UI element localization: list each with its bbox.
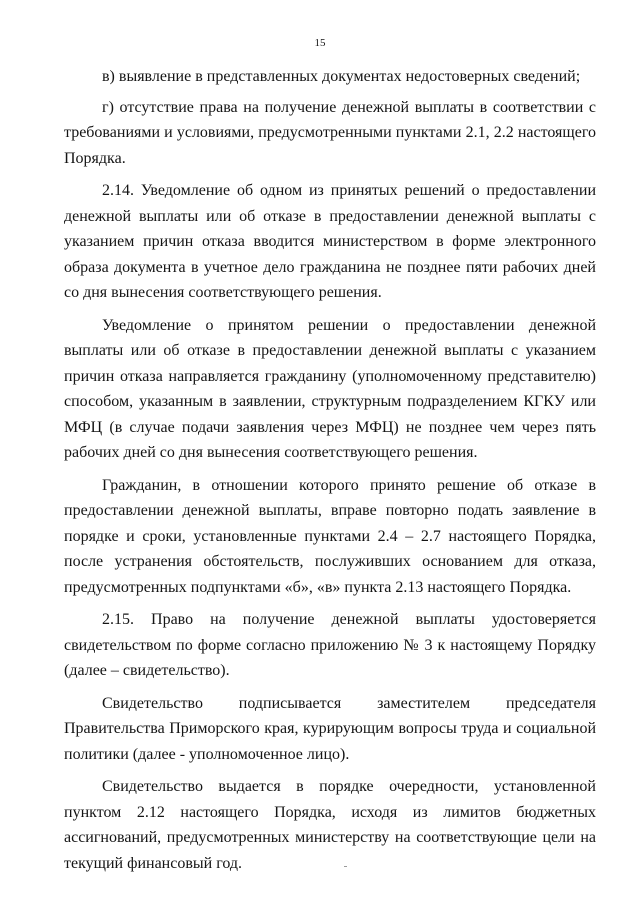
- paragraph-clause-v: в) выявление в представленных документах недостоверных сведений;: [102, 68, 581, 85]
- document-body: [64, 64, 596, 883]
- paragraph-certificate-signing: Свидетельство подписывается заместителем председателя Правительства Приморского края, курирующим вопросы труда и социальной политики (далее - уполномоченное лицо).: [64, 694, 596, 763]
- paragraph-2-15: 2.15. Право на получение денежной выплаты удостоверяется свидетельством по форме согласно приложению № 3 к настоящему Порядку (далее – свидетельство).: [64, 611, 596, 679]
- paragraph-reapplication: Гражданин, в отношении которого принято решение об отказе в предоставлении денежной выплаты, вправе повторно подать заявление в порядке и сроки, установленные пунктами 2.4 – 2.7 настоящего Порядка, после устранения обстоятельств, послуживших основанием для отказа, предусмотренных подпунктами «б», «в» пункта 2.13 настоящего Порядка.: [64, 476, 596, 596]
- page-number: 15: [314, 37, 326, 49]
- paragraph-certificate-issuance: Свидетельство выдается в порядке очередности, установленной пунктом 2.12 настоящего Порядка, исходя из лимитов бюджетных ассигнований, предусмотренных министерству на соответствующие цели на текущий финансовый год.: [64, 778, 596, 872]
- paragraph-clause-g: г) отсутствие права на получение денежной выплаты в соответствии с требованиями и условиями, предусмотренными пунктами 2.1, 2.2 настоящего Порядка.: [64, 98, 596, 167]
- paragraph-2-14: 2.14. Уведомление об одном из принятых решений о предоставлении денежной выплаты или об отказе в предоставлении денежной выплаты с указанием причин отказа вводится министерством в форме электронного образа документа в учетное дело гражданина не позднее пяти рабочих дней со дня вынесения соответствующего решения.: [64, 182, 596, 301]
- paragraph-notification-delivery: Уведомление о принятом решении о предоставлении денежной выплаты или об отказе в предоставлении денежной выплаты с указанием причин отказа направляется гражданину (уполномоченному представителю) способом, указанным в заявлении, структурным подразделением КГКУ или МФЦ (в случае подачи заявления через МФЦ) не позднее чем через пять рабочих дней со дня вынесения соответствующего решения.: [64, 316, 596, 461]
- scan-mark: [344, 866, 347, 867]
